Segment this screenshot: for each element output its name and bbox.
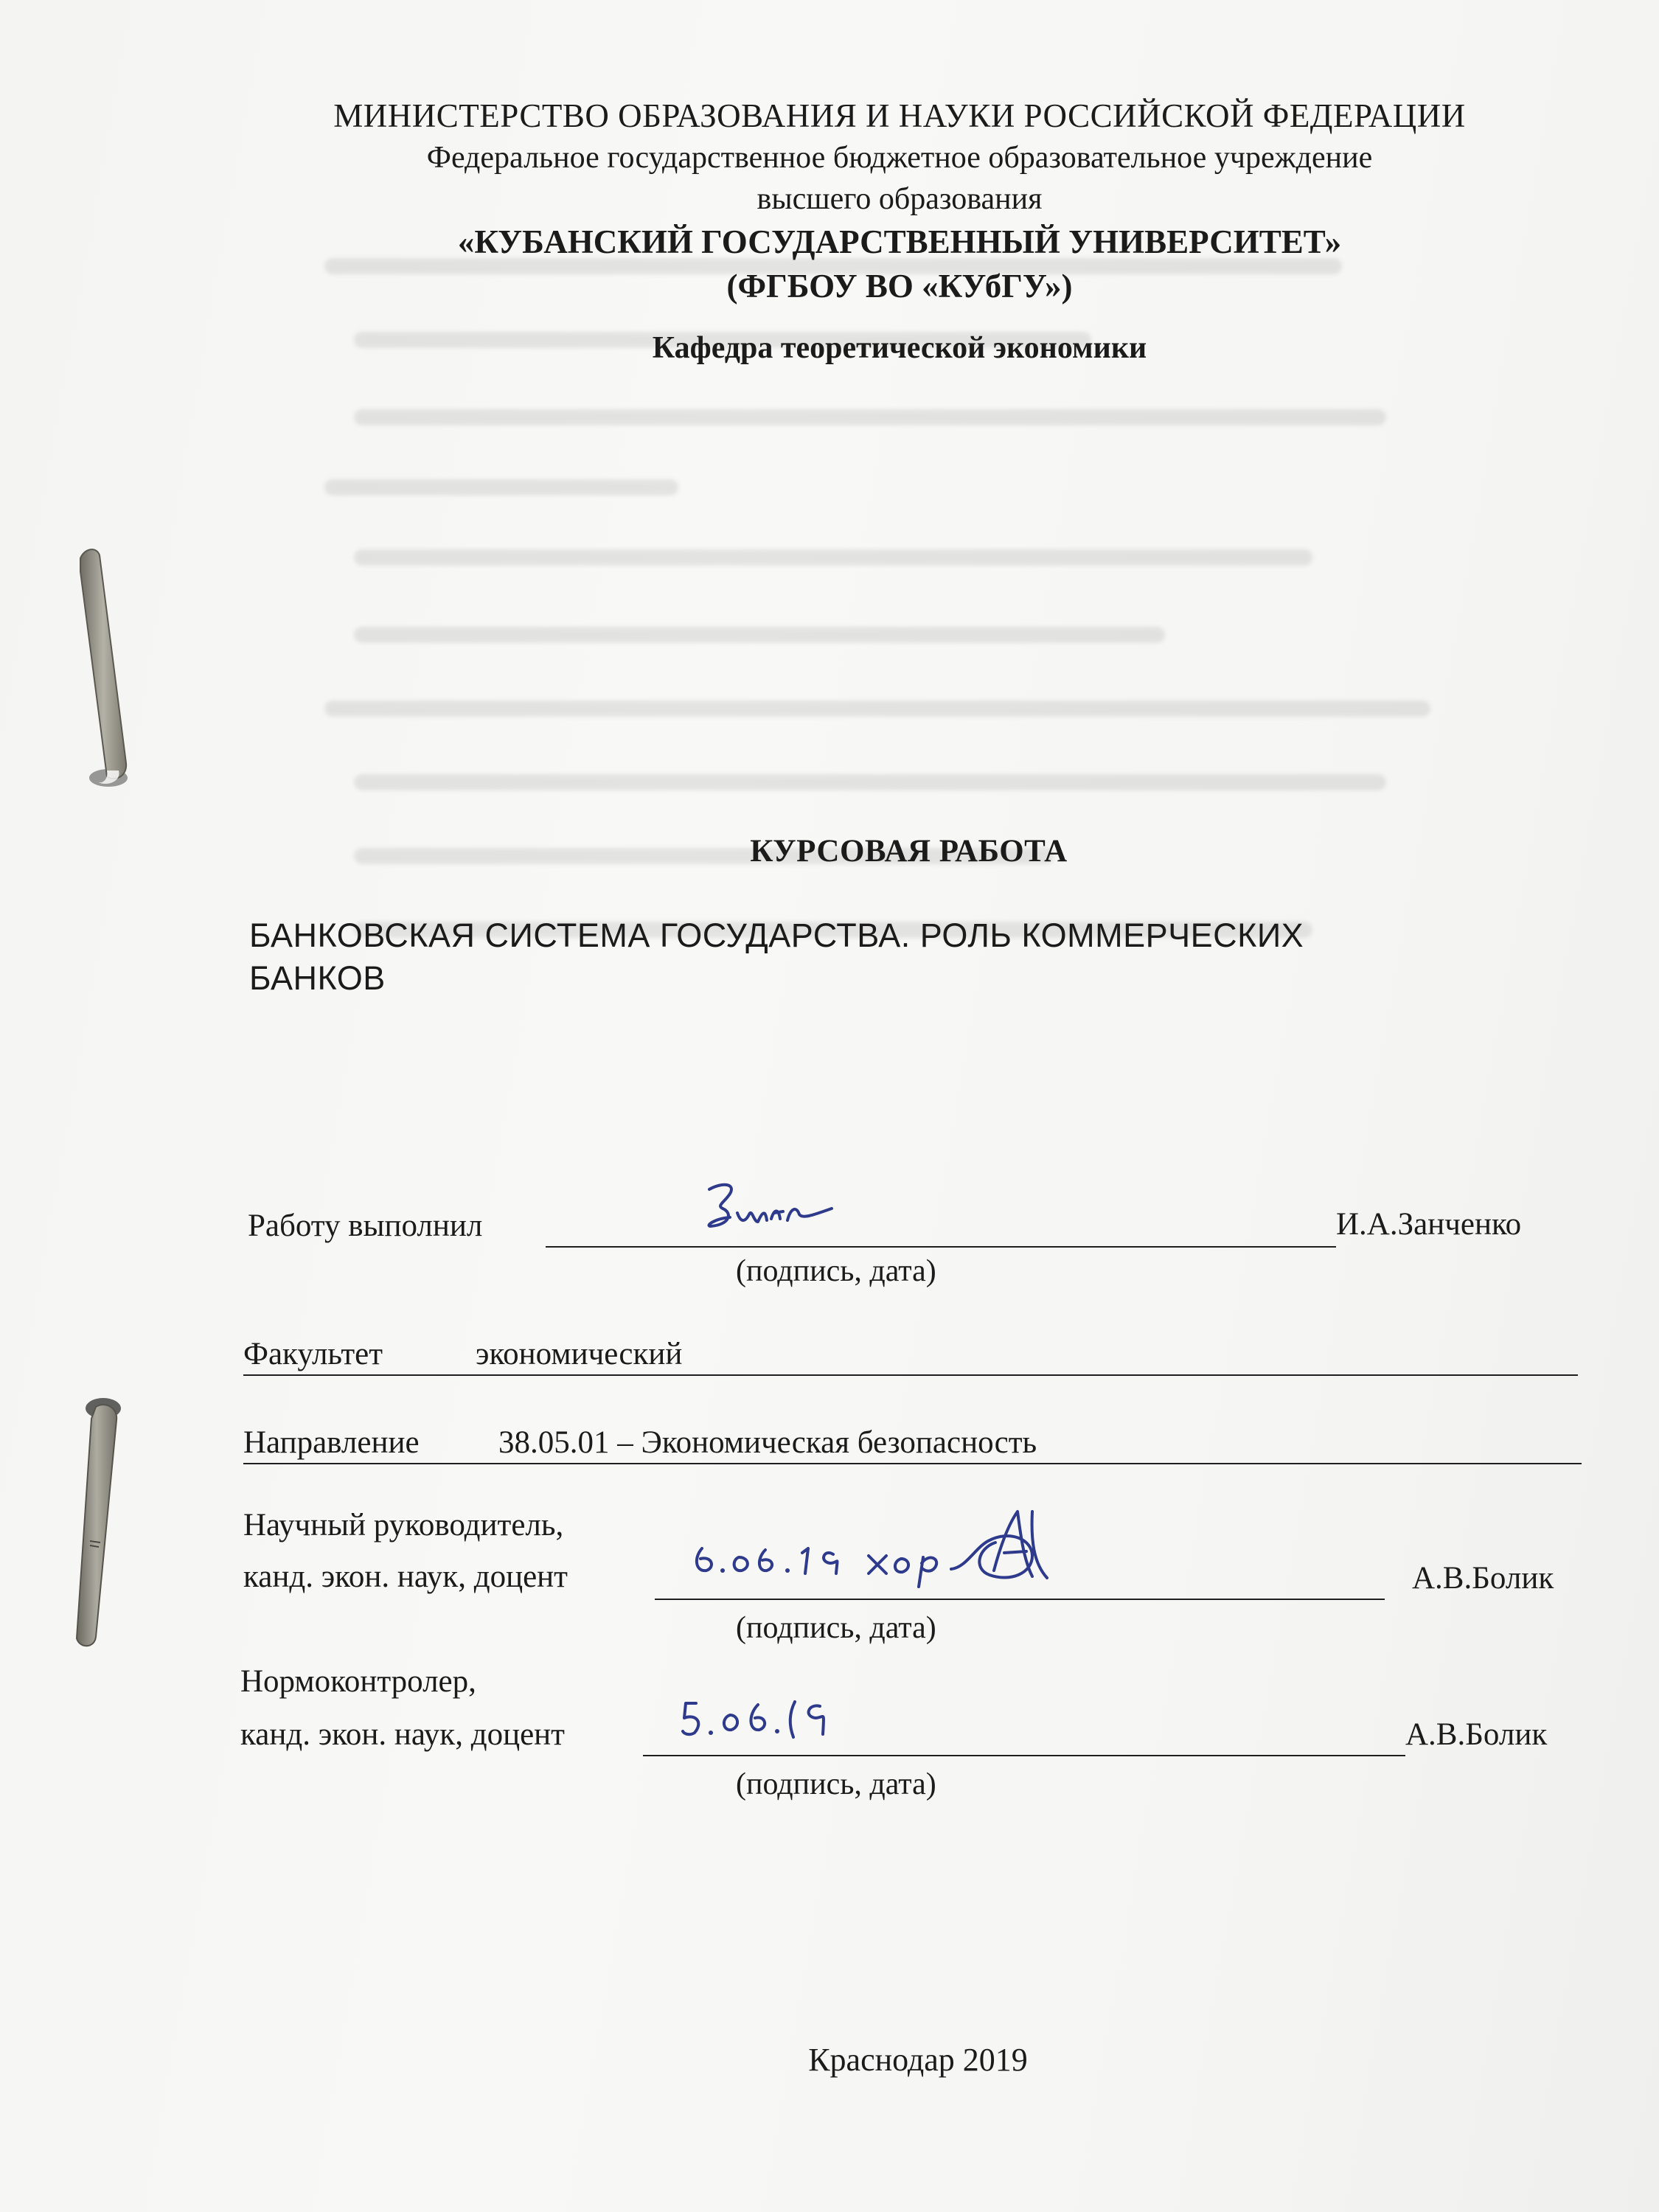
author-label: Работу выполнил: [248, 1208, 483, 1243]
supervisor-signature-line: [655, 1599, 1385, 1600]
norm-controller-name: А.В.Болик: [1405, 1717, 1548, 1752]
supervisor-name: А.В.Болик: [1412, 1561, 1554, 1596]
author-signature-caption: (подпись, дата): [736, 1254, 936, 1288]
document-title: [249, 914, 1503, 1000]
title-line-1: БАНКОВСКАЯ СИСТЕМА ГОСУДАРСТВА. РОЛЬ КОММЕРЧЕСКИХ: [249, 917, 1304, 954]
faculty-label: Факультет: [243, 1337, 383, 1371]
document-type: КУРСОВАЯ РАБОТА: [750, 834, 1068, 869]
binder-clip-bottom-icon: [52, 1386, 133, 1652]
supervisor-signature: [686, 1497, 1099, 1593]
norm-controller-degree: канд. экон. наук, доцент: [240, 1717, 565, 1752]
direction-value: 38.05.01 – Экономическая безопасность: [498, 1425, 1037, 1460]
faculty-value: экономический: [476, 1337, 683, 1371]
norm-controller-signature-line: [643, 1755, 1405, 1756]
university-abbreviation: (ФГБОУ ВО «КУбГУ»): [726, 268, 1073, 305]
supervisor-degree: канд. экон. наук, доцент: [243, 1559, 568, 1594]
institution-type: Федеральное государственное бюджетное образовательное учреждение: [426, 141, 1373, 175]
author-signature-line: [546, 1246, 1336, 1248]
supervisor-role: Научный руководитель,: [243, 1508, 564, 1543]
supervisor-signature-caption: (подпись, дата): [736, 1611, 936, 1645]
faculty-underline: [243, 1374, 1578, 1376]
norm-controller-role: Нормоконтролер,: [240, 1664, 476, 1699]
direction-label: Направление: [243, 1425, 420, 1460]
city-year: Краснодар 2019: [808, 2042, 1028, 2078]
author-name: И.А.Занченко: [1336, 1207, 1522, 1242]
title-line-2: БАНКОВ: [249, 959, 386, 997]
norm-controller-signature-caption: (подпись, дата): [736, 1767, 936, 1801]
author-signature: [700, 1176, 841, 1250]
binder-clip-top-icon: [70, 542, 151, 793]
ministry-name: МИНИСТЕРСТВО ОБРАЗОВАНИЯ И НАУКИ РОССИЙСКОЙ ФЕДЕРАЦИИ: [333, 97, 1466, 134]
university-name: «КУБАНСКИЙ ГОСУДАРСТВЕННЫЙ УНИВЕРСИТЕТ»: [457, 223, 1342, 260]
direction-underline: [243, 1463, 1582, 1464]
norm-controller-signature: [678, 1693, 841, 1752]
institution-level: высшего образования: [757, 182, 1043, 216]
chair-name: Кафедра теоретической экономики: [652, 331, 1147, 365]
header: [0, 94, 1659, 366]
